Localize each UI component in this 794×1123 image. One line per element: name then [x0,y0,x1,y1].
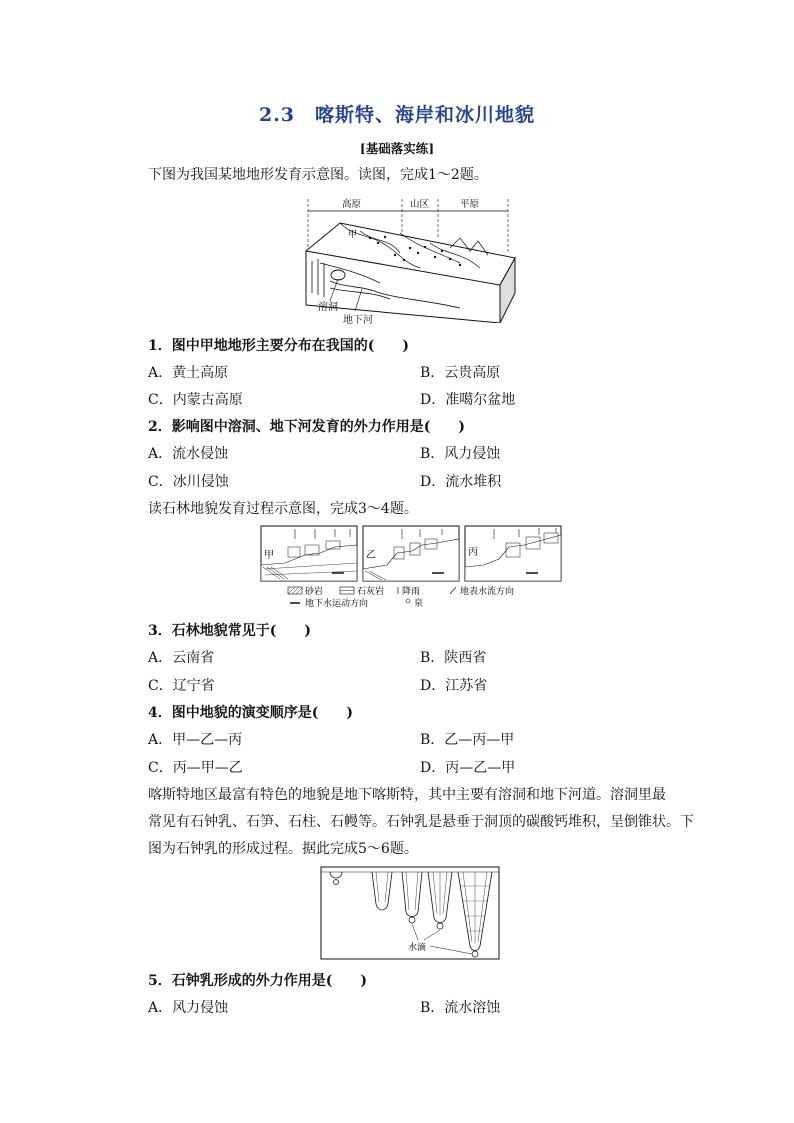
label-water-drop: 水滴 [408,943,427,953]
q3-option-a: A．云南省 [148,650,215,666]
legend-spring: 泉 [414,599,424,609]
legend-surface-flow: 地表水流方向 [460,587,515,597]
q2-option-c: C．冰川侵蚀 [148,474,229,490]
intro-1: 下图为我国某地地形发育示意图。读图，完成1～2题。 [148,167,488,183]
legend-sandstone: 砂岩 [305,587,324,597]
q1-option-a: A．黄土高原 [148,365,229,381]
q1-option-c: C．内蒙古高原 [148,392,243,408]
q2-option-d: D．流水堆积 [420,474,502,490]
q5-option-b: B．流水溶蚀 [420,1000,501,1016]
intro-2: 读石林地貌发育过程示意图，完成3～4题。 [148,501,418,517]
label-plain: 平原 [460,199,480,210]
label-mountain: 山区 [410,199,430,210]
label-plateau: 高原 [342,199,362,210]
paragraph-line-2: 常见有石钟乳、石笋、石柱、石幔等。石钟乳是悬垂于洞顶的碳酸钙堆积，呈倒锥状。下 [148,814,694,830]
label-jia: 甲 [348,230,358,240]
page-title: 2.3 喀斯特、海岸和冰川地貌 [258,104,536,126]
legend-limestone: 石灰岩 [357,587,385,597]
q1-option-d: D．准噶尔盆地 [420,392,516,408]
legend-rain: 降雨 [402,587,421,597]
question-1: 1．图中甲地地形主要分布在我国的( ) [148,338,409,354]
stalactite-diagram [320,866,500,960]
legend-groundwater: 地下水运动方向 [305,599,369,609]
q3-option-d: D．江苏省 [420,678,488,694]
panel-label-jia: 甲 [264,550,274,561]
q4-option-a: A．甲—乙—丙 [148,732,243,748]
q4-option-d: D．丙—乙—甲 [420,760,516,776]
label-cave: 溶洞 [318,302,338,313]
panel-label-yi: 乙 [366,550,376,561]
panel-bing [465,526,561,581]
paragraph-line-3: 图为石钟乳的形成过程。据此完成5～6题。 [148,841,418,857]
q1-option-b: B．云贵高原 [420,365,501,381]
q4-option-b: B．乙—丙—甲 [420,732,515,748]
q5-option-a: A．风力侵蚀 [148,1000,229,1016]
section-label: [基础落实练] [359,141,435,156]
legend [288,585,514,609]
stone-forest-diagram [260,525,562,613]
panel-jia [261,526,357,581]
panel-label-bing: 丙 [468,547,478,558]
question-2: 2．影响图中溶洞、地下河发育的外力作用是( ) [148,419,465,435]
q3-option-b: B．陕西省 [420,650,487,666]
paragraph-line-1: 喀斯特地区最富有特色的地貌是地下喀斯特，其中主要有溶洞和地下河道。溶洞里最 [148,787,666,803]
q4-option-c: C．丙—甲—乙 [148,760,243,776]
question-3: 3．石林地貌常见于( ) [148,623,311,639]
label-underground-river: 地下河 [343,315,373,326]
panel-yi [363,526,459,581]
question-5: 5．石钟乳形成的外力作用是( ) [148,973,367,989]
question-4: 4．图中地貌的演变顺序是( ) [148,705,353,721]
q3-option-c: C．辽宁省 [148,678,215,694]
q2-option-b: B．风力侵蚀 [420,446,501,462]
q2-option-a: A．流水侵蚀 [148,446,229,462]
